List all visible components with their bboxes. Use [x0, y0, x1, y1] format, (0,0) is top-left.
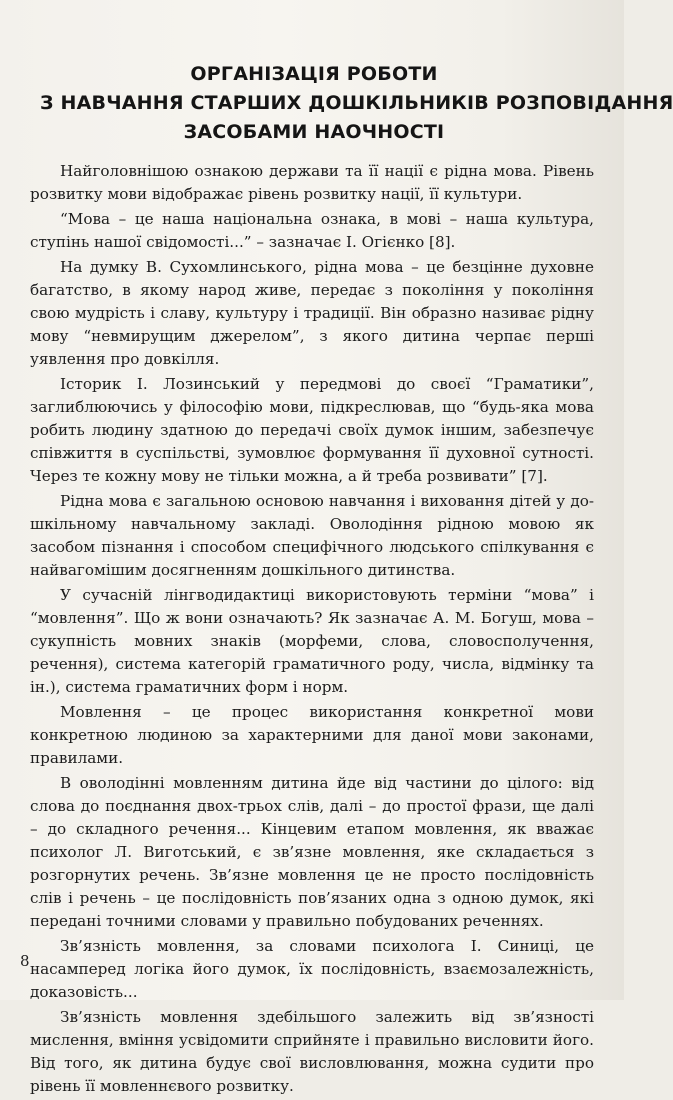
title-line-2: З НАВЧАННЯ СТАРШИХ ДОШКІЛЬНИКІВ РОЗПОВІДАННЯ: [40, 92, 673, 114]
paragraph: На думку В. Сухомлинського, рідна мова – це безцінне духовне багатство, в якому народ живе, передає з покоління у покоління свою мудрість і славу, культуру і традиції. Він образно називає рідну мову “невмирущим джерелом”, з якого дитина черпає перші уявлення про довкілля.: [30, 258, 594, 368]
title-line-3: ЗАСОБАМИ НАОЧНОСТІ: [183, 121, 445, 143]
body-text: [30, 160, 594, 1100]
paragraph: Зв’язність мовлення здебільшого залежить від зв’язності мислення, вміння усвідомити сприйняте і правильно висловити його. Від того, як дитина будує свої висловлювання, можна судити про рівень її мовленнєвого розвитку.: [30, 1008, 594, 1095]
paragraph: У сучасній лінгводидактиці використовують терміни “мова” і “мовлення”. Що ж вони означають? Як зазначає А. М. Богуш, мова – сукупність мовних знаків (морфеми, слова, словосполучення, речення), система категорій граматичного роду, числа, відмінку та ін.), система граматичних форм і норм.: [30, 586, 594, 696]
title-line-1: ОРГАНІЗАЦІЯ РОБОТИ: [190, 63, 438, 85]
page-number: 8: [20, 952, 30, 970]
paragraph: Рідна мова є загальною основою навчання і виховання дітей у дошкільному навчальному закладі. Оволодіння рідною мовою як засобом пізнання і способом специфічного людського спілкування є найвагомішим досягненням дошкільного дитинства.: [30, 492, 594, 579]
paragraph: Зв’язність мовлення, за словами психолога І. Синиці, це насамперед логіка його думок, їх послідовність, взаємозалежність, доказовість...: [30, 937, 594, 1001]
chapter-title: [40, 60, 673, 147]
paragraph: Історик І. Лозинський у передмові до своєї “Граматики”, заглиблюючись у філософію мови, підкреслював, що “будь-яка мова робить людину здатною до передачі своїх думок іншим, забезпечує співжиття в суспільстві, зумовлює формування її духовної сутності. Через те кожну мову не тільки можна, а й треба розвивати” [7].: [30, 375, 594, 485]
paragraph: Мовлення – це процес використання конкретної мови конкретною людиною за характерними для даної мови законами, правилами.: [30, 703, 594, 767]
paragraph: Найголовнішою ознакою держави та її нації є рідна мова. Рівень розвитку мови відображає рівень розвитку нації, її культури.: [30, 162, 594, 203]
paragraph: В оволодінні мовленням дитина йде від частини до цілого: від слова до поєднання двох-трьох слів, далі – до простої фрази, ще далі – до складного речення... Кінцевим етапом мовлення, як вважає психолог Л. Виготський, є зв’язне мовлення, яке складається з розгорнутих речень. Зв’язне мовлення це не просто послідовність слів і речень – це послідовність пов’язаних одна з одною думок, які передані точними словами у правильно побудованих реченнях.: [30, 774, 594, 930]
paragraph: “Мова – це наша національна ознака, в мові – наша культура, ступінь нашої свідомості...” – зазначає І. Огієнко [8].: [30, 210, 594, 251]
